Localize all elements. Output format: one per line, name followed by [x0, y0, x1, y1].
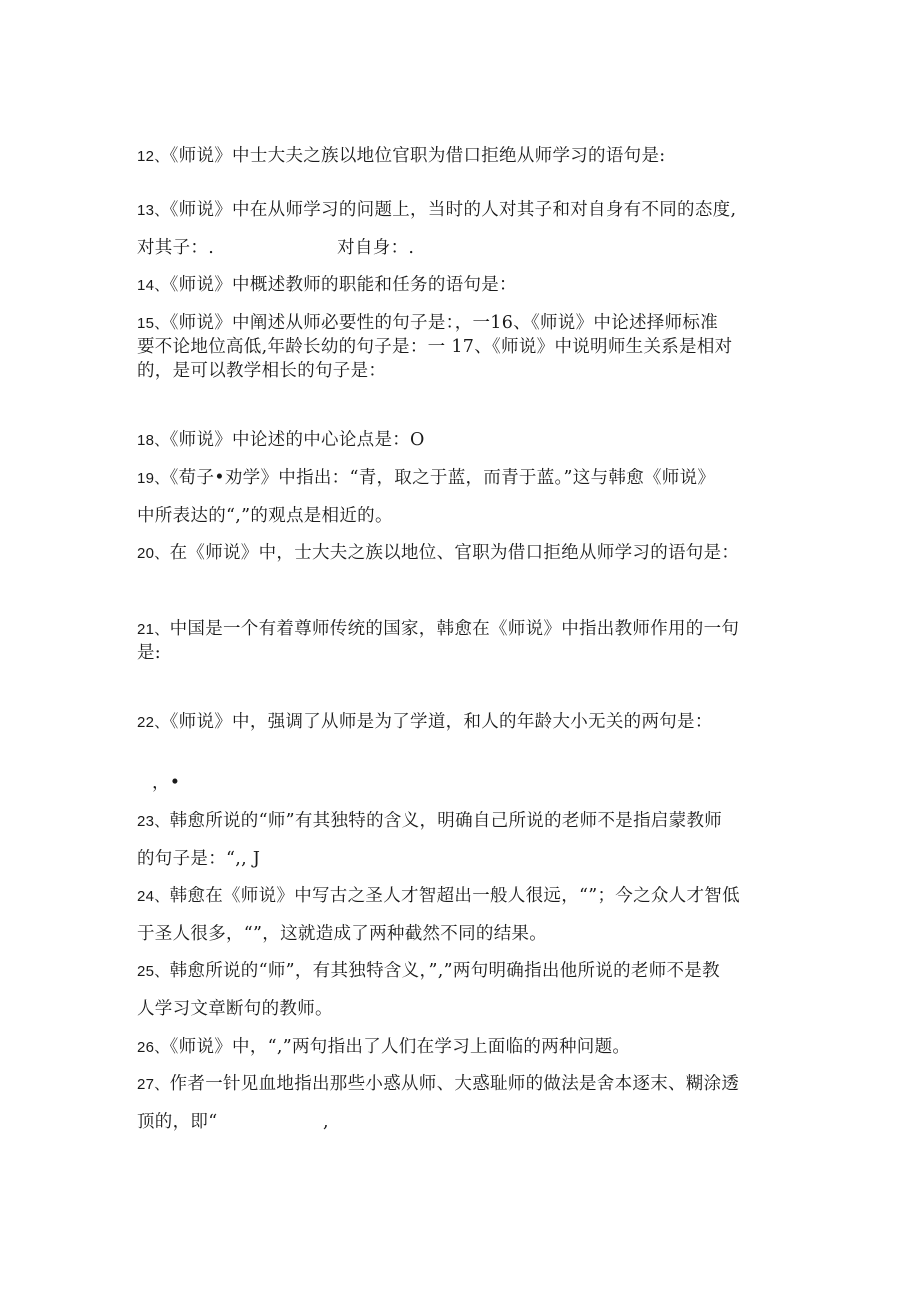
question-14: 14、《师说》中概述教师的职能和任务的语句是： [137, 275, 517, 295]
question-22: 22、《师说》中，强调了从师是为了学道，和人的年龄大小无关的两句是： [137, 712, 713, 732]
question-25-line-2: 人学习文章断句的教师。 [137, 999, 333, 1019]
question-15: 15、《师说》中阐述从师必要性的句子是：，一16、《师说》中论述择师标准 [137, 313, 719, 333]
question-27: 27、作者一针见血地指出那些小惑从师、大惑耻师的做法是舍本逐末、糊涂透 [137, 1074, 740, 1094]
question-21-line-2: 是: [137, 643, 161, 663]
question-15-line-3: 的，是可以教学相长的句子是： [137, 361, 387, 381]
question-19-line-2: 中所表达的“,”的观点是相近的。 [137, 506, 393, 526]
question-25: 25、韩愈所说的“师”，有其独特含义，”,”两句明确指出他所说的老师不是教 [137, 961, 720, 981]
question-21: 21、中国是一个有着尊师传统的国家，韩愈在《师说》中指出教师作用的一句 [137, 619, 740, 639]
question-15-line-2: 要不论地位高低,年龄长幼的句子是：一 17、《师说》中说明师生关系是相对 [137, 337, 733, 357]
question-23-line-2: 的句子是：“,, J [137, 849, 261, 869]
question-24-line-2: 于圣人很多，“”，这就造成了两种截然不同的结果。 [137, 924, 548, 944]
question-12: 12、《师说》中士大夫之族以地位官职为借口拒绝从师学习的语句是: [137, 146, 666, 166]
question-18: 18、《师说》中论述的中心论点是：O [137, 430, 425, 450]
question-13: 13、《师说》中在从师学习的问题上，当时的人对其子和对自身有不同的态度, [137, 200, 737, 220]
question-19: 19、《荀子•劝学》中指出：“青，取之于蓝，而青于蓝。”这与韩愈《师说》 [137, 468, 716, 488]
question-23: 23、韩愈所说的“师”有其独特的含义，明确自己所说的老师不是指启蒙教师 [137, 811, 723, 831]
question-27-line-2: 顶的，即“ , [137, 1112, 329, 1132]
question-20: 20、在《师说》中，士大夫之族以地位、官职为借口拒绝从师学习的语句是： [137, 543, 740, 563]
question-22-line-2: ，• [152, 773, 181, 793]
question-24: 24、韩愈在《师说》中写古之圣人才智超出一般人很远，“”；今之众人才智低 [137, 886, 740, 906]
question-13-line-2: 对其子：. 对自身：. [137, 238, 415, 258]
question-26: 26、《师说》中，“,”两句指出了人们在学习上面临的两种问题。 [137, 1037, 631, 1057]
